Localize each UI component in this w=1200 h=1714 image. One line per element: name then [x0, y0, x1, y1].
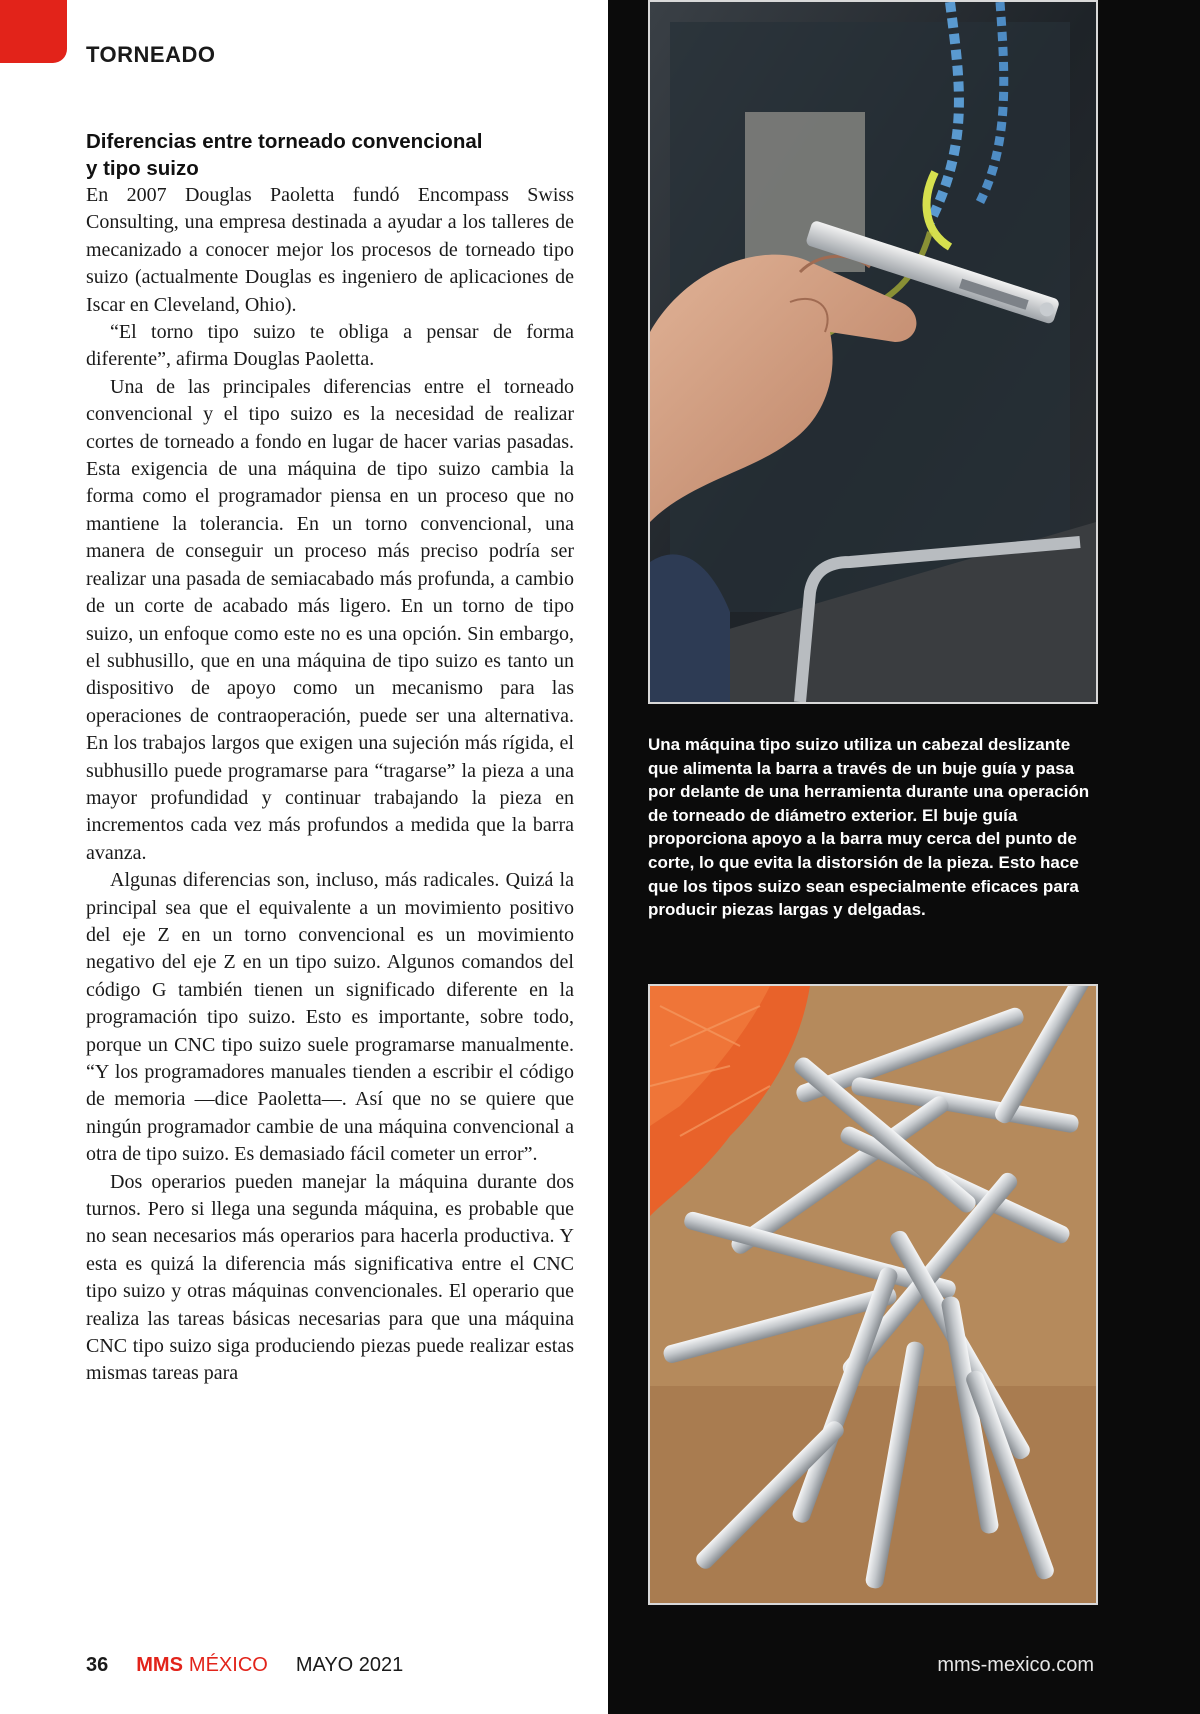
body-paragraph: “El torno tipo suizo te obliga a pensar de forma diferente”, afirma Douglas Paoletta. — [86, 321, 574, 371]
photo-caption: Una máquina tipo suizo utiliza un cabezal deslizante que alimenta la barra a través de un buje guía y pasa por delante de una herramienta durante una operación de torneado de diámetro exterior. El buje guía proporciona apoyo a la barra muy cerca del punto de corte, lo que evita la distorsión de la pieza. Esto hace que los tipos suizo sean especialmente eficaces para producir piezas largas y delgadas. — [648, 735, 1090, 920]
article-subhead — [86, 128, 574, 182]
brand-mms: MMS — [136, 1654, 183, 1676]
page-footer — [86, 1654, 403, 1677]
article-column — [86, 128, 574, 1388]
body-paragraph: Una de las principales diferencias entre el torneado convencional y el tipo suizo es la necesidad de realizar cortes de torneado a fondo en lugar de hacer varias pasadas. Esta exigencia de una máquina de tipo suizo cambia la forma como el programador piensa en un proceso que no mantiene la tolerancia. En un torno convencional, una manera de conseguir un proceso más preciso podría ser realizar una pasada de semiacabado más profunda, a cambio de un corte de acabado más ligero. En un torno de tipo suizo, un enfoque como este no es una opción. Sin embargo, el subhusillo, que en una máquina de tipo suizo es tanto un dispositivo de apoyo como un mecanismo para las operaciones de contraoperación, puede ser una alternativa. En los trabajos largos que exigen una sujeción más rígida, el subhusillo puede programarse para “tragarse” la pieza a una mayor profundidad y continuar trabajando la pieza en incrementos cada vez más profundos a medida que la barra avanza. — [86, 375, 574, 864]
subhead-line-2: y tipo suizo — [86, 157, 199, 180]
body-paragraph: Dos operarios pueden manejar la máquina durante dos turnos. Pero si llega una segunda máquina, es probable que no sean necesarios más operarios para hacerla productiva. Y esta es quizá la diferencia más significativa entre el CNC tipo suizo y otras máquinas convencionales. El operario que realiza las tareas básicas necesarias para que una máquina CNC tipo suizo siga produciendo piezas puede realizar estas mismas tareas para — [86, 1170, 574, 1385]
section-label: TORNEADO — [86, 42, 216, 67]
brand-mexico: MÉXICO — [188, 1654, 268, 1676]
section-color-tab — [0, 0, 67, 63]
body-paragraph: Algunas diferencias son, incluso, más radicales. Quizá la principal sea que el equivalente a un movimiento positivo del eje Z en un torno convencional es un movimiento negativo del eje Z en un tipo suizo. Algunos comandos del código G también tienen un significado diferente en la programación tipo suizo. Esto es importante, sobre todo, porque un CNC tipo suizo suele programarse manualmente. “Y los programadores manuales tienden a escribir el código de memoria —dice Paoletta—. Así que no se quiere que ningún programador cambie de una máquina convencional a otra de tipo suizo. Es demasiado fácil cometer un error”. — [86, 869, 574, 1166]
photo-machined-parts — [648, 984, 1098, 1605]
subhead-line-1: Diferencias entre torneado convencional — [86, 130, 483, 153]
photo-hand-holding-part — [648, 0, 1098, 704]
body-paragraph: En 2007 Douglas Paoletta fundó Encompass Swiss Consulting, una empresa destinada a ayudar a los talleres de mecanizado a conocer mejor los procesos de torneado tipo suizo (actualmente Douglas es ingeniero de aplicaciones de Iscar en Cleveland, Ohio). — [86, 184, 574, 316]
page-number: 36 — [86, 1654, 109, 1676]
issue-date: MAYO 2021 — [295, 1654, 404, 1676]
website-url: mms-mexico.com — [937, 1654, 1094, 1676]
